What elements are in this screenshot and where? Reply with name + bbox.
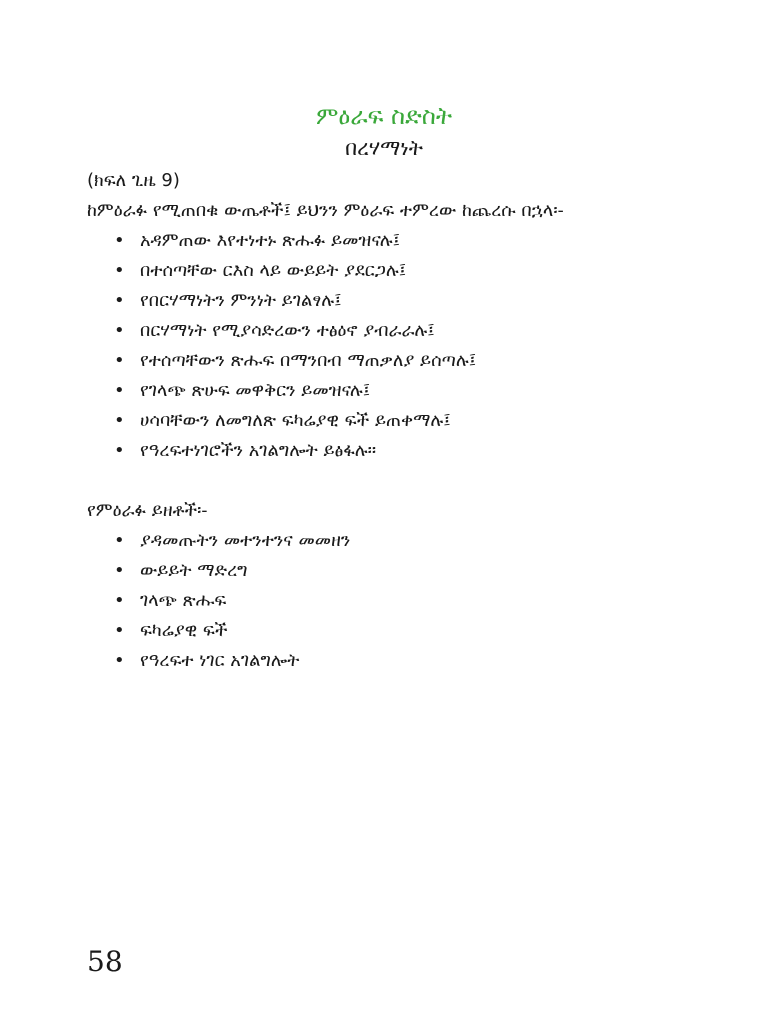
list-item [114,646,707,676]
outcomes-list [87,226,707,466]
list-item-text: የዓረፍተነገሮችን አገልግሎት ይፅፋሉ፡፡ [140,440,377,461]
bullet-icon: • [114,230,125,251]
list-item-text: የዓረፍተ ነገር አገልግሎት [140,650,300,671]
time-note: (ክፍለ ጊዜ 9) [87,170,180,191]
bullet-icon: • [114,320,125,341]
bullet-icon: • [114,560,125,581]
list-item-text: የገላጭ ጽሁፍ መዋቅርን ይመዝናሉ፤ [140,380,371,401]
page-content [87,166,707,676]
list-item [114,346,707,376]
list-item-text: ፍካሬያዊ ፍች [140,620,228,641]
list-item [114,286,707,316]
list-item-text: ሀሳባቸውን ለመግለጽ ፍካሬያዊ ፍች ይጠቀማሉ፤ [140,410,451,431]
bullet-icon: • [114,530,125,551]
bullet-icon: • [114,260,125,281]
list-item [114,256,707,286]
list-item-text: ገላጭ ጽሑፍ [140,590,227,611]
bullet-icon: • [114,350,125,371]
chapter-subtitle: በረሃማነት [345,136,423,160]
bullet-icon: • [114,620,125,641]
list-item-text: የበርሃማነትን ምንነት ይገልፃሉ፤ [140,290,342,311]
list-item [114,406,707,436]
bullet-icon: • [114,380,125,401]
bullet-icon: • [114,590,125,611]
list-item [114,556,707,586]
list-item [114,586,707,616]
bullet-icon: • [114,650,125,671]
list-item-text: በተሰጣቸው ርእስ ላይ ውይይት ያደርጋሉ፤ [140,260,407,281]
bullet-icon: • [114,410,125,431]
list-item-text: ውይይት ማድረግ [140,560,248,581]
list-item-text: አዳምጠው እየተነተኑ ጽሑፉ ይመዝናሉ፤ [140,230,400,251]
list-item [114,376,707,406]
list-item [114,226,707,256]
intro-paragraph: ከምዕራፉ የሚጠበቁ ውጤቶች፤ ይህንን ምዕራፍ ተምረው ከጨረሱ በኋላ፡- [87,200,564,221]
list-item [114,616,707,646]
page-number: 58 [87,945,123,978]
list-item-text: የተሰጣቸውን ጽሑፍ በማንበብ ማጠቃለያ ይሰጣሉ፤ [140,350,477,371]
chapter-title: ምዕራፍ ስድስት [315,102,453,130]
bullet-icon: • [114,290,125,311]
list-item-text: ያዳመጡትን መተንተንና መመዘን [140,530,351,551]
components-list [87,526,707,676]
components-heading: የምዕራፉ ይዘቶች፡- [87,500,208,521]
list-item [114,526,707,556]
list-item [114,316,707,346]
list-item-text: በርሃማነት የሚያሳድረውን ተፅዕኖ ያብራራሉ፤ [140,320,435,341]
bullet-icon: • [114,440,125,461]
list-item [114,436,707,466]
